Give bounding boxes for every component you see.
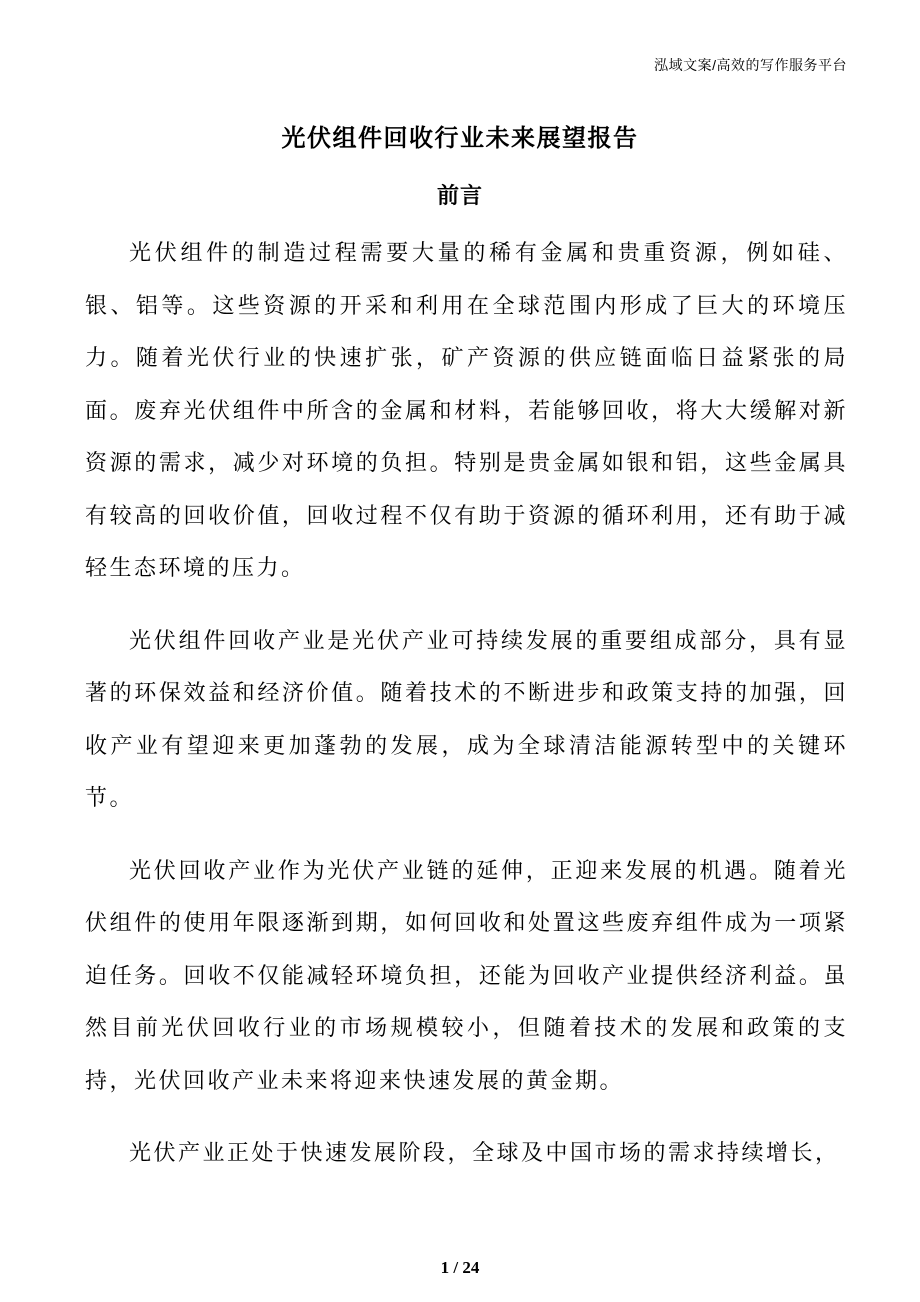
document-body <box>85 227 848 1180</box>
paragraph-3: 光伏回收产业作为光伏产业链的延伸，正迎来发展的机遇。随着光伏组件的使用年限逐渐到期，如何回收和处置这些废弃组件成为一项紧迫任务。回收不仅能减轻环境负担，还能为回收产业提供经济利益。虽然目前光伏回收行业的市场规模较小，但随着技术的发展和政策的支持，光伏回收产业未来将迎来快速发展的黄金期。 <box>85 857 848 1093</box>
paragraph-1: 光伏组件的制造过程需要大量的稀有金属和贵重资源，例如硅、银、铝等。这些资源的开采和利用在全球范围内形成了巨大的环境压力。随着光伏行业的快速扩张，矿产资源的供应链面临日益紧张的局面。废弃光伏组件中所含的金属和材料，若能够回收，将大大缓解对新资源的需求，减少对环境的负担。特别是贵金属如银和铝，这些金属具有较高的回收价值，回收过程不仅有助于资源的循环利用，还有助于减轻生态环境的压力。 <box>85 240 848 580</box>
document-title: 光伏组件回收行业未来展望报告 <box>281 125 639 152</box>
page-number-indicator: 1 / 24 <box>440 1258 480 1277</box>
section-heading-preface: 前言 <box>436 183 483 208</box>
paragraph-4-truncated: 光伏产业正处于快速发展阶段，全球及中国市场的需求持续增长， <box>129 1140 840 1165</box>
page-header-brand: 泓域文案/高效的写作服务平台 <box>654 57 847 73</box>
paragraph-2: 光伏组件回收产业是光伏产业可持续发展的重要组成部分，具有显著的环保效益和经济价值。随着技术的不断进步和政策支持的加强，回收产业有望迎来更加蓬勃的发展，成为全球清洁能源转型中的关键环节。 <box>85 627 848 810</box>
